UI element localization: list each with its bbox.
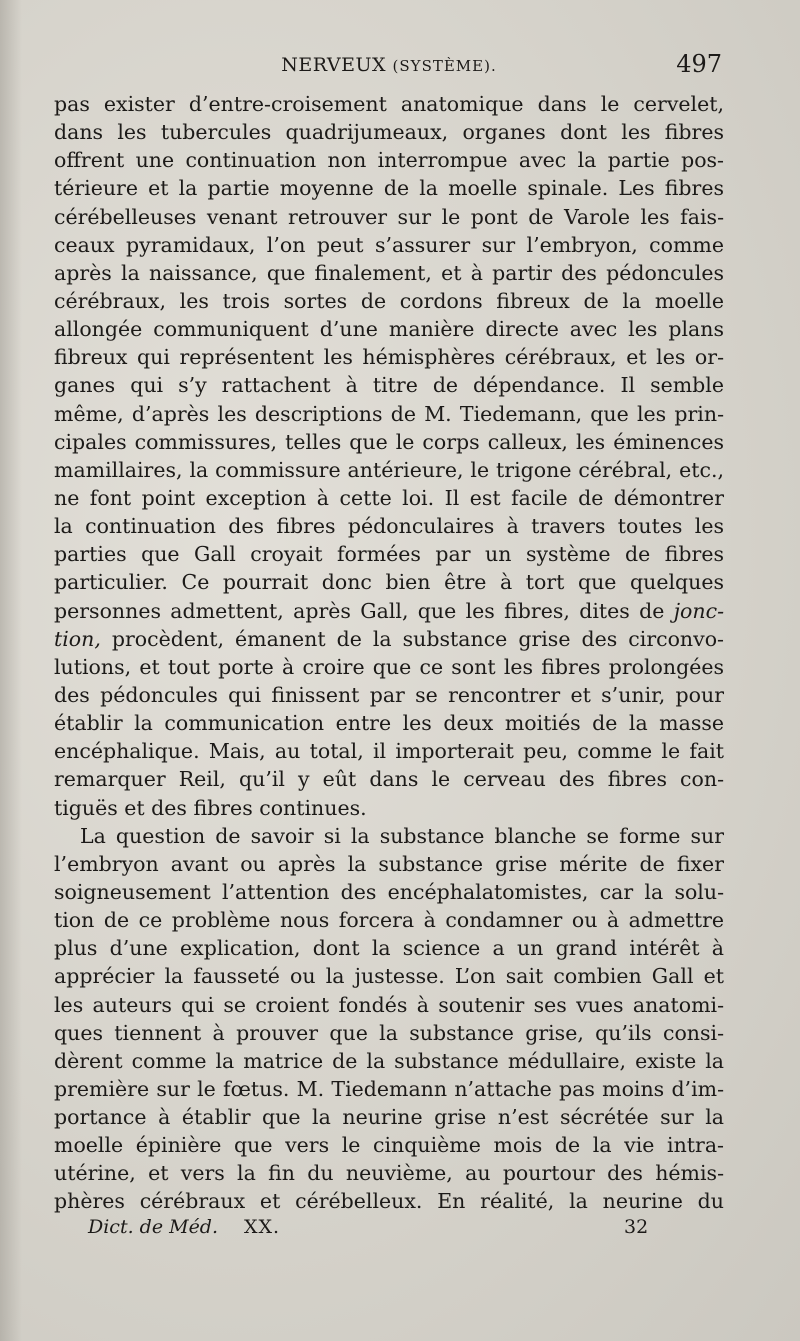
text-line: des pédoncules qui finissent par se rencontrer et s’unir, pour — [54, 682, 724, 707]
running-head — [54, 50, 724, 86]
footer-signature-mark: 32 — [624, 1216, 649, 1238]
paragraph-last-line: tiguës et des fibres continues. — [54, 795, 367, 820]
text-line: cérébelleuses venant retrouver sur le pont de Varole les fais- — [54, 204, 724, 229]
text-line-italic-end — [54, 597, 724, 625]
page-fold-shadow — [0, 0, 22, 1341]
text-line: remarquer Reil, qu’il y eût dans le cerveau des fibres con- — [54, 767, 724, 792]
text-fragment: procèdent, émanent de la substance grise des circonvo- — [100, 626, 724, 651]
text-line: première sur le fœtus. M. Tiedemann n’attache pas moins d’im- — [54, 1076, 724, 1101]
running-title-main: NERVEUX — [281, 54, 386, 76]
text-line: ganes qui s’y rattachent à titre de dépendance. Il semble — [54, 373, 724, 398]
text-line: les auteurs qui se croient fondés à soutenir ses vues anatomi- — [54, 992, 724, 1017]
text-line: l’embryon avant ou après la substance grise mérite de fixer — [54, 851, 724, 876]
text-line: tion de ce problème nous forcera à condamner ou à admettre — [54, 908, 724, 933]
text-line: apprécier la fausseté ou la justesse. L’on sait combien Gall et — [54, 964, 724, 989]
text-line: ques tiennent à prouver que la substance grise, qu’ils consi- — [54, 1020, 724, 1045]
text-line: établir la communication entre les deux moitiés de la masse — [54, 711, 724, 736]
text-line: ne font point exception à cette loi. Il est facile de démontrer — [54, 485, 724, 510]
page-number: 497 — [676, 50, 722, 78]
text-line: utérine, et vers la fin du neuvième, au pourtour des hémis- — [54, 1161, 724, 1186]
footer-volume: XX. — [244, 1216, 281, 1238]
text-line: portance à établir que la neurine grise n’est sécrétée sur la — [54, 1105, 724, 1130]
text-line: dèrent comme la matrice de la substance médullaire, existe la — [54, 1048, 724, 1073]
text-line: phères cérébraux et cérébelleux. En réalité, la neurine du — [54, 1189, 724, 1214]
text-line: encéphalique. Mais, au total, il importerait peu, comme le fait — [54, 739, 724, 764]
text-line: cérébraux, les trois sortes de cordons fibreux de la moelle — [54, 288, 724, 313]
text-line: parties que Gall croyait formées par un système de fibres — [54, 542, 724, 567]
text-line: même, d’après les descriptions de M. Tiedemann, que les prin- — [54, 401, 724, 426]
text-fragment: personnes admettent, après Gall, que les fibres, dites de — [54, 598, 674, 623]
italic-term: tion, — [54, 626, 101, 651]
text-line: allongée communiquent d’une manière directe avec les plans — [54, 317, 724, 342]
text-line: moelle épinière que vers le cinquième mois de la vie intra- — [54, 1133, 724, 1158]
page-footer — [54, 1216, 724, 1242]
italic-term: jonc- — [673, 598, 724, 623]
text-line: térieure et la partie moyenne de la moelle spinale. Les fibres — [54, 176, 724, 201]
text-line: pas exister d’entre-croisement anatomique dans le cervelet, — [54, 92, 724, 116]
text-line: lutions, et tout porte à croire que ce sont les fibres prolongées — [54, 654, 724, 679]
body-text — [54, 90, 724, 1216]
text-line: mamillaires, la commissure antérieure, le trigone cérébral, etc., — [54, 457, 724, 482]
text-line: la continuation des fibres pédonculaires à travers toutes les — [54, 514, 724, 539]
text-line: plus d’une explication, dont la science a un grand intérêt à — [54, 936, 724, 961]
running-title-paren: (SYSTÈME). — [392, 57, 497, 75]
running-title — [54, 54, 724, 76]
footer-work-title: Dict. de Méd. — [88, 1216, 219, 1238]
text-line: soigneusement l’attention des encéphalatomistes, car la solu- — [54, 879, 724, 904]
text-line: particulier. Ce pourrait donc bien être à tort que quelques — [54, 570, 724, 595]
paragraph-first-line: La question de savoir si la substance blanche se forme sur — [80, 823, 724, 848]
text-line: cipales commissures, telles que le corps calleux, les éminences — [54, 429, 724, 454]
text-line: fibreux qui représentent les hémisphères cérébraux, et les or- — [54, 345, 724, 370]
text-line: offrent une continuation non interrompue avec la partie pos- — [54, 148, 724, 173]
text-line: dans les tubercules quadrijumeaux, organes dont les fibres — [54, 120, 724, 145]
text-line: ceaux pyramidaux, l’on peut s’assurer sur l’embryon, comme — [54, 232, 724, 257]
text-line: après la naissance, que finalement, et à partir des pédoncules — [54, 260, 724, 285]
text-line-italic-start — [54, 625, 724, 653]
